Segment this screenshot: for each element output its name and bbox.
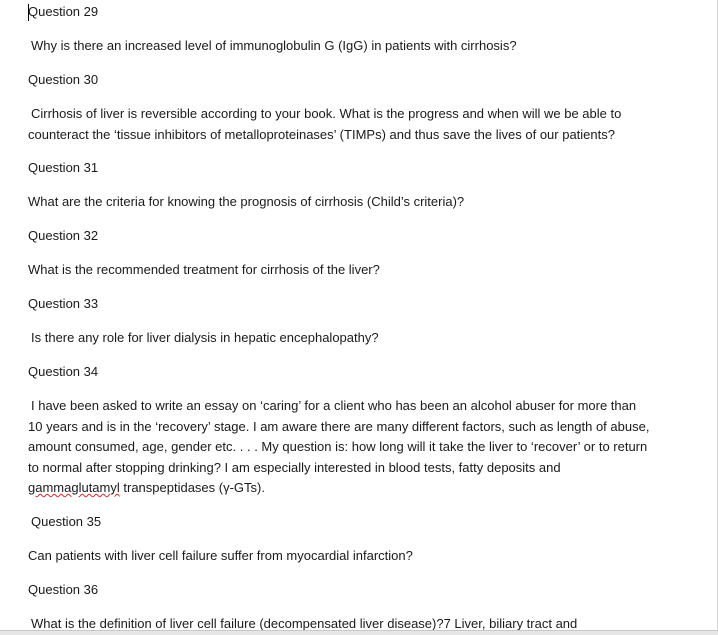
question-31-text: What are the criteria for knowing the prognosis of cirrhosis (Child’s criteria)?: [28, 194, 465, 209]
question-34-text: [28, 396, 653, 499]
question-35-heading: Question 35: [31, 514, 102, 529]
question-34-text-end: transpeptidases (γ-GTs).: [119, 480, 265, 495]
question-30-heading: Question 30: [28, 72, 99, 87]
question-29-text: Why is there an increased level of immunoglobulin G (IgG) in patients with cirrhosis?: [31, 38, 517, 53]
question-33-text: Is there any role for liver dialysis in hepatic encephalopathy?: [31, 330, 379, 345]
question-34-text-main: I have been asked to write an essay on ‘caring’ for a client who has been an alcohol abuser for more than 10 years and is in the ‘recovery’ stage. I am aware there are many different factors, such as length of abuse, amount consumed, age, gender etc. . . . My question is: how long will it take the liver to ‘recover’ or to return to normal after stopping drinking? I am especially interested in blood tests, fatty deposits and: [28, 398, 650, 475]
question-33-heading: Question 33: [28, 296, 99, 311]
question-36-heading: Question 36: [28, 582, 99, 597]
question-32-heading: Question 32: [28, 228, 99, 243]
question-32-text: What is the recommended treatment for cirrhosis of the liver?: [28, 262, 380, 277]
question-34-heading: Question 34: [28, 364, 99, 379]
question-36-text: What is the definition of liver cell failure (decompensated liver disease)?7 Liver, biliary tract and: [31, 616, 578, 630]
question-29-heading: Question 29: [28, 4, 99, 19]
question-30-text: Cirrhosis of liver is reversible according to your book. What is the progress and when will we be able to counteract the ‘tissue inhibitors of metalloproteinases’ (TIMPs) and thus save the lives of our patients?: [28, 106, 622, 142]
spelling-error-gammaglutamyl[interactable]: gammaglutamyl: [28, 480, 120, 495]
question-35-text: Can patients with liver cell failure suffer from myocardial infarction?: [28, 548, 413, 563]
page-bottom-edge: [0, 630, 718, 635]
question-31-heading: Question 31: [28, 160, 99, 175]
